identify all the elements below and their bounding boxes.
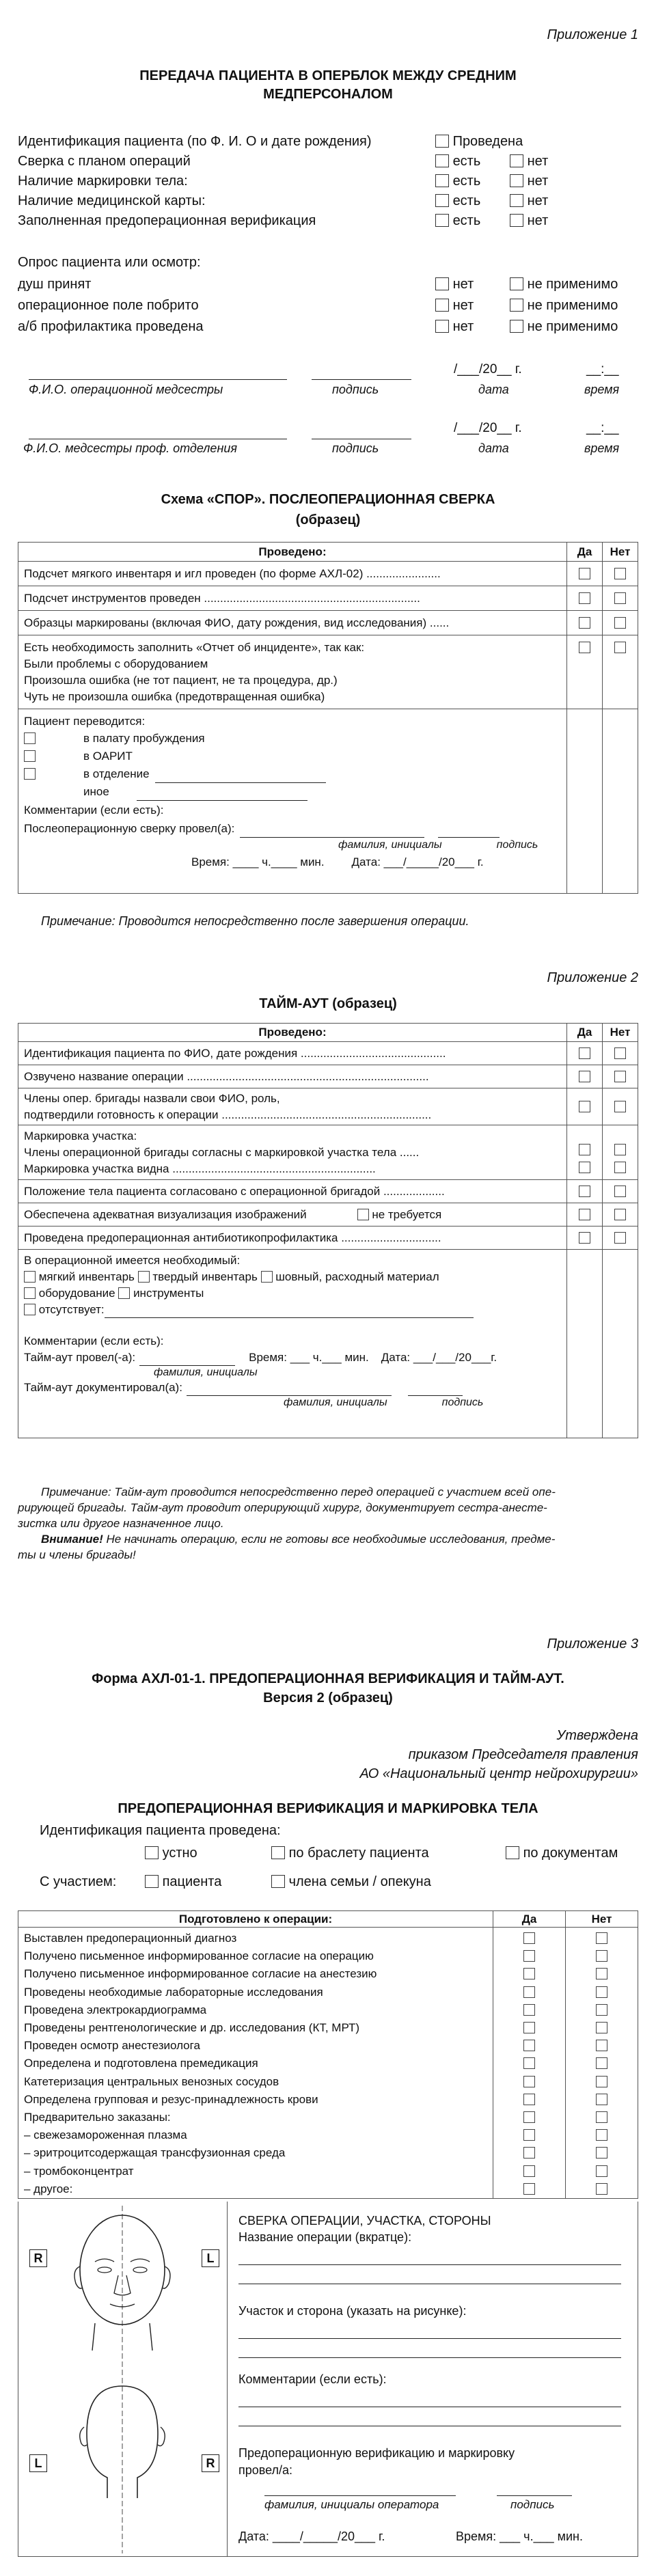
note-line: зистка или другое назначенное лицо. [18,1517,224,1530]
incident-text: Чуть не произошла ошибка (предотвращенная ошибка) [24,690,325,703]
nurse-name-caption: Ф.И.О. операционной медсестры [29,383,223,396]
checked-by-row [24,820,561,838]
equipment-options [24,1285,561,1302]
checkbox[interactable] [523,1950,535,1962]
ident-option [506,1844,618,1863]
table-row: Озвучено название операции ........................................................................... [18,1065,567,1088]
note-line [18,1531,638,1547]
checkbox[interactable] [614,1232,626,1244]
checkbox[interactable] [596,1932,607,1944]
app1-row-plan: Сверка с планом операций [18,154,191,169]
checkbox[interactable] [510,194,523,207]
col-no: Нет [603,543,638,562]
checkbox[interactable] [614,1162,626,1173]
option-label: есть [452,154,481,169]
col-done: Проведено: [18,1024,567,1042]
checkbox[interactable] [523,1986,535,1998]
comments-label: Комментарии (если есть): [238,2372,387,2386]
app1-ident-option [435,132,523,152]
operator-fio-caption: фамилия, инициалы оператора [264,2498,439,2511]
app2-title: ТАЙМ-АУТ (образец) [259,996,397,1011]
checkbox[interactable] [523,2040,535,2051]
col-no: Нет [566,1911,638,1928]
approval-line: АО «Национальный центр нейрохирургии» [359,1766,638,1781]
fio-caption: фамилия, инициалы [154,1367,258,1378]
option-label: шовный, расходный материал [275,1270,439,1283]
fill-line [264,2495,456,2496]
option-label: есть [452,213,481,228]
transfer-option [24,765,561,783]
list-item: Проведен осмотр анестезиолога [24,2039,200,2053]
checkbox[interactable] [596,2147,607,2159]
checkbox[interactable] [24,750,36,762]
app3-title-line1: Форма АХЛ-01-1. ПРЕДОПЕРАЦИОННАЯ ВЕРИФИКАЦИЯ И ТАЙМ-АУТ. [92,1671,564,1686]
incident-text: Есть необходимость заполнить «Отчет об инциденте», так как: [24,641,365,654]
sign-caption: подпись [332,383,379,396]
signature-line [29,379,287,380]
app1-marking-no [510,172,548,191]
ident-option [271,1844,429,1863]
app1-verification-yes [435,211,480,231]
incident-text: Произошла ошибка (не тот пациент, не та процедура, др.) [24,674,338,687]
app1-antibiotic-no [435,317,474,337]
row-text: Члены операционной бригады согласны с маркировкой участка тела ...... [24,1145,420,1159]
date-field: Дата: ___/___/20___г. [381,1351,497,1364]
checkbox[interactable] [435,277,449,290]
list-item: – свежезамороженная плазма [24,2128,187,2142]
col-no: Нет [603,1024,638,1042]
checkbox[interactable] [523,2111,535,2123]
date-field: Дата: ____/_____/20___ г. [238,2530,385,2543]
participation-option [271,1872,431,1892]
checkbox[interactable] [435,299,449,312]
checkbox[interactable] [579,1232,590,1244]
transfer-option [24,783,561,801]
app1-antibiotic-na [510,317,618,337]
app1-card-no [510,191,548,211]
comments-label: Комментарии (если есть): [24,1334,164,1347]
side-marker-r: R [202,2454,219,2472]
date-template: /___/20__ г. [454,362,522,376]
transfer-title: Пациент переводится: [24,715,146,728]
checkbox[interactable] [435,214,449,227]
checkbox[interactable] [523,1932,535,1944]
option-label: нет [527,213,549,228]
checkbox[interactable] [614,1144,626,1155]
list-item: Получено письменное информированное согласие на операцию [24,1949,374,1963]
option-label: в палату пробуждения [83,732,205,745]
checkbox[interactable] [510,154,523,167]
appendix-1-label: Приложение 1 [547,27,638,42]
app1-shower-no [435,275,474,294]
preop-table [18,1910,638,2199]
app1-plan-no [510,152,548,172]
checkbox[interactable] [614,1071,626,1082]
table-row: Подсчет мягкого инвентаря и игл проведен (по форме АХЛ-02) ....................... [18,562,567,586]
list-item: Определена групповая и резус-принадлежность крови [24,2092,318,2106]
transfer-option [24,748,561,765]
checkbox[interactable] [579,568,590,579]
fill-line [238,2357,621,2358]
table-row: Проведена предоперационная антибиотикопрофилактика ............................... [18,1227,567,1250]
option-label: нет [527,174,549,189]
checkbox[interactable] [271,1846,285,1859]
option-label: иное [83,785,109,798]
date-caption: дата [478,383,509,396]
list-item: Предварительно заказаны: [24,2111,171,2124]
body-marking-figure [18,2202,227,2557]
app1-survey-antibiotic: а/б профилактика проведена [18,319,204,334]
checkbox[interactable] [118,1287,130,1299]
app1-row-verification: Заполненная предоперационная верификация [18,213,316,228]
list-item: Катетеризация центральных венозных сосудов [24,2074,279,2088]
conducted-row [24,1349,561,1366]
checkbox[interactable] [596,2129,607,2141]
option-label: устно [162,1846,197,1861]
table-row [18,1203,567,1227]
checkbox[interactable] [523,2094,535,2105]
date-caption: дата [478,441,509,455]
date-template: /___/20__ г. [454,421,522,435]
site-label: Участок и сторона (указать на рисунке): [238,2304,467,2318]
app1-card-yes [435,191,480,211]
checkbox[interactable] [614,1186,626,1197]
table-row [18,1125,567,1180]
checkbox[interactable] [523,2076,535,2087]
checkbox[interactable] [145,1875,159,1888]
row-text: Обеспечена адекватная визуализация изображений [24,1207,307,1221]
checkbox[interactable] [506,1846,519,1859]
col-yes: Да [567,1024,603,1042]
option-label: не применимо [527,298,618,313]
row-text: В операционной имеется необходимый: [24,1254,241,1267]
time-date-row [24,853,561,872]
app1-survey-shaved: операционное поле побрито [18,298,199,313]
fill-line [238,2338,621,2339]
row-text: Маркировка участка видна ............................................................... [24,1162,376,1175]
equipment-options [24,1269,561,1285]
preop-list [18,1928,493,2199]
marking-block [18,2202,638,2557]
ident-option [145,1844,197,1863]
option-label: отсутствует: [38,1303,105,1316]
checkbox[interactable] [596,2022,607,2033]
signature-line [312,379,411,380]
checkbox[interactable] [24,732,36,744]
approval-block [360,1726,638,1783]
checkbox[interactable] [435,135,449,148]
checkbox[interactable] [579,642,590,653]
checkbox[interactable] [614,1101,626,1112]
op-name-label: Название операции (вкратце): [238,2230,412,2244]
checkbox[interactable] [145,1846,159,1859]
checkbox[interactable] [138,1271,150,1283]
checkbox[interactable] [614,592,626,604]
checkbox[interactable] [579,1144,590,1155]
row-text: Члены опер. бригады назвали свои ФИО, роль, [24,1091,280,1105]
checkbox[interactable] [596,2040,607,2051]
checkbox[interactable] [596,2183,607,2195]
checkbox[interactable] [24,768,36,780]
conducted-label: Тайм-аут провел(-а): [24,1351,136,1364]
list-item: Проведены рентгенологические и др. исследования (КТ, МРТ) [24,2021,360,2035]
checkbox[interactable] [510,174,523,187]
checkbox[interactable] [24,1287,36,1299]
sign-caption: подпись [496,839,538,851]
checkbox[interactable] [523,2183,535,2195]
option-label: не применимо [527,319,618,334]
time-caption: время [584,383,620,396]
timeout-table [18,1023,638,1438]
option-label: по документам [523,1846,618,1861]
option-label: нет [527,154,549,169]
checkbox[interactable] [523,2165,535,2177]
incident-cell [18,635,567,709]
sign-caption: подпись [332,441,379,455]
option-label: по браслету пациента [288,1846,429,1861]
no-column [566,1928,638,2199]
checkbox[interactable] [596,2004,607,2016]
participation-option [145,1872,221,1892]
col-yes: Да [493,1911,566,1928]
option-label: инструменты [133,1287,204,1300]
fill-line [238,2264,621,2265]
col-yes: Да [567,543,603,562]
fill-line [497,2495,572,2496]
checkbox[interactable] [579,1162,590,1173]
app1-row-ident [18,132,372,152]
list-item: – эритроцитсодержащая трансфузионная среда [24,2146,286,2160]
checkbox[interactable] [614,1209,626,1220]
list-item: Проведены необходимые лабораторные исследования [24,1985,323,1999]
checkbox[interactable] [523,2129,535,2141]
approval-line: приказом Председателя правления [408,1747,638,1762]
app1-shower-na [510,275,618,294]
checkbox[interactable] [579,592,590,604]
checkbox[interactable] [579,617,590,629]
equipment-options [24,1302,561,1318]
option-label: твердый инвентарь [152,1270,258,1283]
time-field: Время: ___ ч.___ мин. [249,1351,369,1364]
spor-title-line1: Схема «СПОР». ПОСЛЕОПЕРАЦИОННАЯ СВЕРКА [161,492,495,507]
checkbox[interactable] [271,1875,285,1888]
documented-row [24,1380,561,1396]
note-text: Не начинать операцию, если не готовы все необходимые исследования, предме- [102,1533,556,1546]
option-label: нет [452,277,474,292]
app1-title-line1: ПЕРЕДАЧА ПАЦИЕНТА В ОПЕРБЛОК МЕЖДУ СРЕДНИМ [139,68,517,83]
time-field: Время: ____ ч.____ мин. [191,855,325,868]
checkbox[interactable] [596,2165,607,2177]
option-label: нет [452,319,474,334]
option-label: есть [452,193,481,208]
list-item: Проведена электрокардиограмма [24,2003,207,2016]
ears [74,2266,170,2288]
fio-sign-row [24,1396,561,1410]
checkbox[interactable] [523,2057,535,2069]
side-marker-l: L [29,2454,47,2472]
checkbox[interactable] [614,568,626,579]
app1-verification-no [510,211,548,231]
checkbox[interactable] [261,1271,273,1283]
yes-column [493,1928,566,2199]
checkbox[interactable] [510,299,523,312]
checkbox[interactable] [579,1101,590,1112]
date-field: Дата: ___/_____/20___ г. [351,855,484,868]
option-label: в отделение [83,767,150,780]
row-text: подтвердили готовность к операции ................................................................. [24,1108,432,1121]
option-label: нет [452,298,474,313]
option-label: члена семьи / опекуна [288,1874,431,1889]
table-row: Подсчет инструментов проведен ................................................................... [18,586,567,611]
list-item: – другое: [24,2182,73,2195]
checkbox[interactable] [579,1186,590,1197]
checkbox[interactable] [435,154,449,167]
checkbox[interactable] [24,1271,36,1283]
verif-label-1: Предоперационную верификацию и маркировку [238,2446,515,2460]
note-warning: Внимание! [41,1533,103,1546]
checkbox[interactable] [357,1209,369,1220]
checkbox[interactable] [523,1968,535,1979]
participation-label: С участием: [40,1874,117,1889]
checkbox[interactable] [596,1950,607,1962]
app1-survey-title: Опрос пациента или осмотр: [18,255,201,270]
checked-by-label: Послеоперационную сверку провел(а): [24,822,235,835]
app1-title-line2: МЕДПЕРСОНАЛОМ [263,87,393,102]
option-label: нет [527,193,549,208]
sign-caption: подпись [510,2498,555,2511]
checkbox[interactable] [435,194,449,207]
option-label: мягкий инвентарь [38,1270,135,1283]
ident-label: Идентификация пациента проведена: [40,1823,281,1838]
nurse-name-caption: Ф.И.О. медсестры проф. отделения [23,441,237,455]
option-label: в ОАРИТ [83,750,133,763]
checkbox[interactable] [523,2147,535,2159]
list-item: – тромбоконцентрат [24,2164,134,2178]
checkbox[interactable] [510,277,523,290]
app1-marking-yes [435,172,480,191]
checkbox[interactable] [579,1209,590,1220]
time-field: Время: ___ ч.___ мин. [456,2530,583,2543]
checkbox[interactable] [614,617,626,629]
app1-plan-yes [435,152,480,172]
checkbox[interactable] [614,642,626,653]
col-done: Проведено: [18,543,567,562]
right-eye [133,2267,147,2273]
app1-row-marking: Наличие маркировки тела: [18,174,188,189]
checkbox[interactable] [510,214,523,227]
table-row: Образцы маркированы (включая ФИО, дату рождения, вид исследования) ...... [18,611,567,635]
transfer-cell [18,709,567,894]
verif-label-2: провел/а: [238,2463,293,2477]
divider [227,2202,228,2556]
list-item: Определена и подготовлена премедикация [24,2057,258,2070]
spor-title-line2: (образец) [295,512,361,527]
sign-caption: подпись [441,1397,484,1408]
appendix-2-label: Приложение 2 [547,970,638,985]
incident-text: Были проблемы с оборудованием [24,657,208,670]
checkbox[interactable] [596,2076,607,2087]
fio-caption: фамилия, инициалы [338,839,442,851]
equipment-cell [18,1250,567,1438]
timeout-note [18,1484,638,1563]
spor-table [18,542,638,894]
option-label: оборудование [38,1287,115,1300]
table-row: Идентификация пациента по ФИО, дате рождения ............................................. [18,1042,567,1065]
side-marker-r: R [29,2249,47,2267]
list-item: Выставлен предоперационный диагноз [24,1932,237,1945]
app3-section-title: ПРЕДОПЕРАЦИОННАЯ ВЕРИФИКАЦИЯ И МАРКИРОВКА ТЕЛА [118,1801,538,1816]
row-label: Идентификация пациента (по Ф. И. О и дате рождения) [18,134,372,149]
checkbox[interactable] [596,1968,607,1979]
side-marker-l: L [202,2249,219,2267]
time-template: __:__ [586,362,619,376]
app1-row-card: Наличие медицинской карты: [18,193,206,208]
fill-line [105,1317,474,1318]
option-label: не применимо [527,277,618,292]
app1-shaved-no [435,296,474,316]
check-title: СВЕРКА ОПЕРАЦИИ, УЧАСТКА, СТОРОНЫ [238,2214,491,2228]
table-row: Положение тела пациента согласовано с операционной бригадой ................... [18,1180,567,1203]
app1-survey-shower: душ принят [18,277,92,292]
fio-caption-row [24,838,561,853]
checkbox[interactable] [596,2094,607,2105]
checkbox[interactable] [614,1047,626,1059]
time-template: __:__ [586,421,619,435]
fio-caption: фамилия, инициалы [284,1397,387,1408]
option-label: пациента [162,1874,222,1889]
checkbox[interactable] [435,320,449,333]
documented-label: Тайм-аут документировал(а): [24,1381,182,1394]
list-item: Получено письменное информированное согласие на анестезию [24,1967,377,1981]
col-prepared: Подготовлено к операции: [18,1911,493,1928]
approval-line: Утверждена [556,1728,638,1743]
checkbox[interactable] [579,1047,590,1059]
row-text: Маркировка участка: [24,1129,137,1142]
checkbox[interactable] [435,174,449,187]
checkbox[interactable] [24,1304,36,1315]
spor-note: Примечание: Проводится непосредственно после завершения операции. [41,914,469,928]
option-label: есть [452,174,481,189]
app1-shaved-na [510,296,618,316]
checkbox[interactable] [510,320,523,333]
app3-title-line2: Версия 2 (образец) [263,1690,393,1705]
checkbox[interactable] [596,2111,607,2123]
note-line: рирующей бригады. Тайм-аут проводит оперирующий хирург, документирует сестра-анесте- [18,1501,547,1514]
left-eye [98,2267,111,2273]
row-text: не требуется [372,1207,442,1221]
comments-label: Комментарии (если есть): [24,804,164,817]
checkbox[interactable] [596,2057,607,2069]
checkbox[interactable] [523,2004,535,2016]
note-line: ты и члены бригады! [18,1548,136,1561]
table-row [18,1088,567,1125]
time-caption: время [584,441,620,455]
checkbox[interactable] [579,1071,590,1082]
appendix-3-label: Приложение 3 [547,1636,638,1652]
checkbox[interactable] [596,1986,607,1998]
note-line: Примечание: Тайм-аут проводится непосредственно перед операцией с участием всей опе- [41,1485,556,1498]
option-label: Проведена [452,134,523,149]
checkbox[interactable] [523,2022,535,2033]
transfer-option [24,730,561,748]
